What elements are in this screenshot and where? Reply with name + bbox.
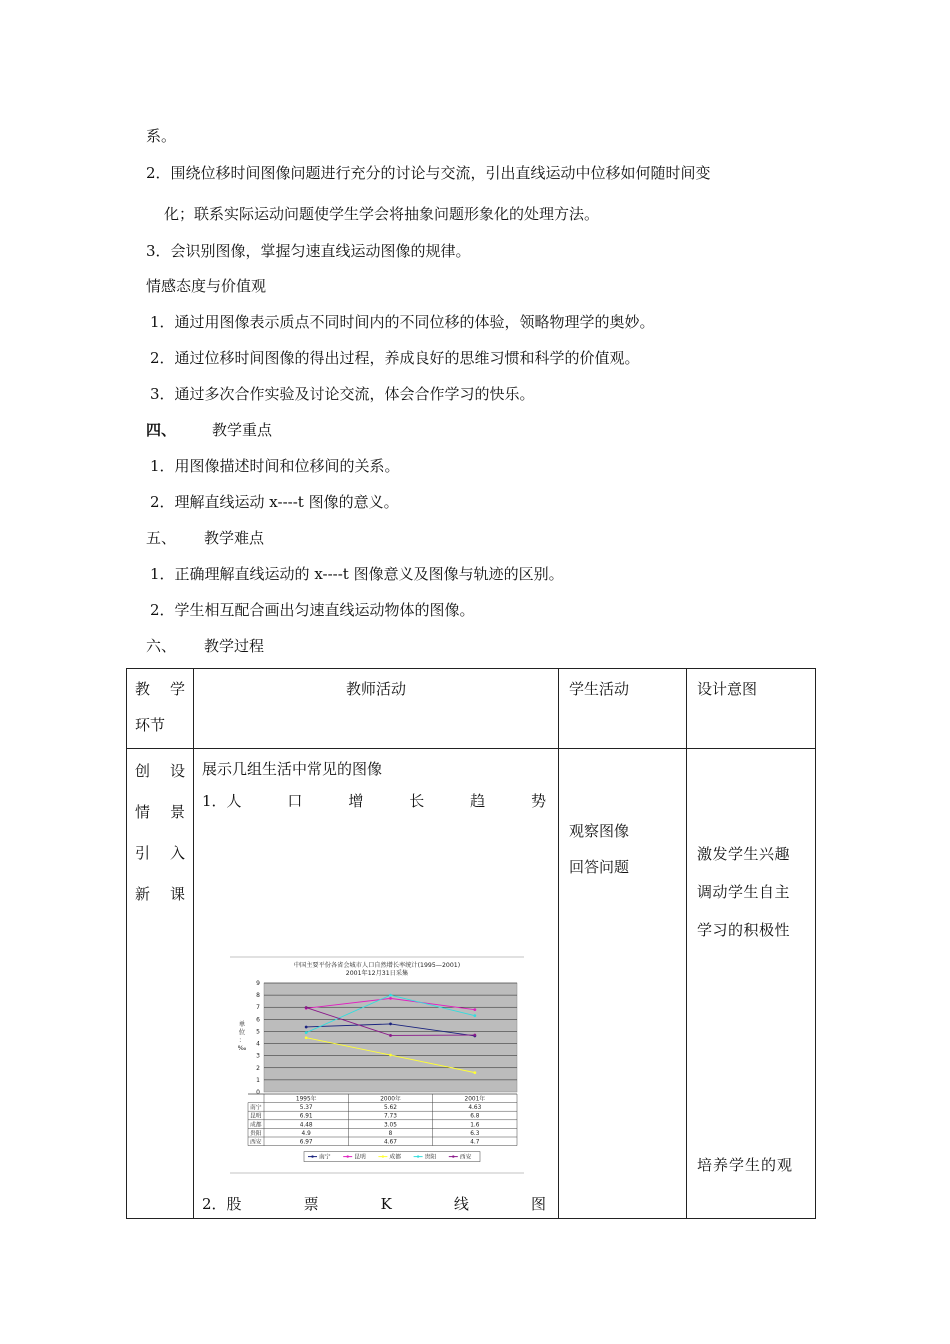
stage-char: 创 [135, 762, 151, 780]
chart-point-西安 [305, 1006, 308, 1009]
intro-line-1: 2．围绕位移时间图像问题进行充分的讨论与交流，引出直线运动中位移如何随时间变 [146, 164, 711, 182]
chart-data-label: 8 [388, 1130, 393, 1137]
chart-y-tick-label: 6 [256, 1016, 260, 1024]
chart-y-axis-label-char: 位 [238, 1028, 246, 1036]
chart-data-label: 5.62 [384, 1105, 397, 1112]
chart-data-label: 6.8 [470, 1113, 480, 1120]
chart-svg [230, 956, 524, 1174]
section6-number: 六、 [146, 637, 177, 655]
chart-point-昆明 [473, 1008, 476, 1011]
chart-y-tick-label: 9 [256, 980, 260, 987]
chart-data-label: 3.05 [384, 1122, 397, 1129]
intro-line-0: 系。 [146, 127, 177, 145]
student-activity-2: 回答问题 [569, 858, 630, 876]
header-teacher: 教师活动 [345, 680, 406, 698]
header-stage-char-1: 教 [135, 680, 151, 698]
chart-point-昆明 [389, 997, 392, 1000]
student-activity-cell [559, 749, 687, 1219]
item1-word: 增 [348, 792, 364, 810]
stage-char: 入 [169, 844, 185, 862]
item2-word: 票 [303, 1195, 319, 1213]
header-design-cell [687, 669, 816, 749]
chart-legend-label: 南宁 [319, 1154, 331, 1161]
header-student-cell [559, 669, 687, 749]
chart-point-西安 [473, 1034, 476, 1037]
item2-word: K [380, 1195, 392, 1213]
teacher-item-1 [194, 789, 558, 813]
emotion-item-2: 2．通过位移时间图像的得出过程，养成良好的思维习惯和科学的价值观。 [150, 349, 640, 367]
chart-legend-label: 贵阳 [424, 1154, 437, 1161]
design-intent-cell [687, 749, 816, 1219]
chart-data-label: 5.37 [299, 1105, 313, 1112]
item1-word: 口 [287, 792, 303, 810]
chart-y-axis-label-char: ： [238, 1036, 246, 1044]
chart-y-axis-label-char: 单 [238, 1020, 246, 1028]
chart-table-series-name: 成都 [250, 1122, 262, 1129]
chart-point-成都 [305, 1036, 308, 1039]
chart-table-series-name: 昆明 [250, 1113, 262, 1120]
chart-point-成都 [473, 1071, 476, 1074]
teacher-item-2 [194, 1192, 558, 1216]
chart-legend-marker [382, 1155, 384, 1157]
population-growth-chart [230, 956, 524, 1174]
chart-data-label: 4.48 [299, 1122, 313, 1129]
section5-number: 五、 [146, 529, 177, 547]
chart-y-tick-label: 4 [256, 1040, 260, 1048]
chart-legend-marker [452, 1155, 454, 1157]
chart-data-label: 4.9 [301, 1130, 311, 1137]
section4-number: 四、 [146, 421, 177, 439]
chart-legend-label: 昆明 [354, 1154, 366, 1161]
header-stage-char-2: 学 [169, 680, 185, 698]
item2-word: 2．股 [202, 1195, 242, 1213]
emotion-item-3: 3．通过多次合作实验及讨论交流，体会合作学习的快乐。 [150, 385, 535, 403]
intro-line-3: 3．会识别图像，掌握匀速直线运动图像的规律。 [146, 242, 471, 260]
chart-subtitle: 2001年12月31日采集 [345, 970, 409, 977]
chart-point-贵阳 [389, 994, 392, 997]
emotion-heading: 情感态度与价值观 [146, 277, 267, 295]
chart-data-label: 6.97 [299, 1139, 313, 1146]
stage-char: 新 [135, 885, 151, 903]
header-stage-cell [127, 669, 194, 749]
chart-data-label: 4.67 [384, 1139, 397, 1146]
chart-legend-label: 成都 [389, 1154, 402, 1161]
chart-point-贵阳 [305, 1031, 308, 1034]
chart-table-series-name: 南宁 [250, 1105, 262, 1112]
header-teacher-cell [194, 669, 559, 749]
teacher-intro: 展示几组生活中常见的图像 [202, 760, 383, 778]
chart-legend-marker [347, 1155, 349, 1157]
intro-line-2: 化；联系实际运动问题使学生学会将抽象问题形象化的处理方法。 [164, 205, 600, 223]
chart-data-label: 1.6 [470, 1122, 480, 1129]
chart-y-tick-label: 0 [256, 1089, 260, 1096]
header-design: 设计意图 [697, 680, 758, 698]
design-intent-4: 培养学生的观 [697, 1156, 794, 1174]
header-student: 学生活动 [569, 680, 630, 698]
chart-x-tick-label: 2001年 [464, 1096, 486, 1103]
section4-item-2: 2．理解直线运动 x----t 图像的意义。 [150, 493, 399, 511]
section6-title: 教学过程 [204, 637, 265, 655]
stage-char: 课 [169, 885, 185, 903]
chart-legend-marker [417, 1155, 419, 1157]
design-intent-1: 激发学生兴趣 [697, 845, 791, 863]
chart-data-label: 6.3 [470, 1130, 480, 1137]
item1-word: 1．人 [202, 792, 242, 810]
chart-point-贵阳 [473, 1014, 476, 1017]
item2-word: 线 [453, 1195, 469, 1213]
chart-y-tick-label: 3 [256, 1052, 260, 1060]
chart-point-南宁 [389, 1023, 392, 1026]
chart-table-series-name: 贵阳 [250, 1130, 262, 1137]
chart-y-tick-label: 2 [256, 1064, 260, 1072]
section4-title: 教学重点 [212, 421, 273, 439]
student-activity-1: 观察图像 [569, 822, 630, 840]
chart-point-成都 [389, 1054, 392, 1057]
section5-item-2: 2．学生相互配合画出匀速直线运动物体的图像。 [150, 601, 475, 619]
stage-char: 情 [135, 803, 151, 821]
chart-data-label: 4.7 [470, 1139, 480, 1146]
chart-data-label: 4.63 [468, 1105, 482, 1112]
stage-cell [127, 749, 194, 1219]
chart-data-label: 7.73 [384, 1113, 397, 1120]
chart-point-南宁 [305, 1026, 308, 1029]
item2-word: 图 [530, 1195, 546, 1213]
chart-legend-marker [311, 1155, 313, 1157]
chart-y-tick-label: 7 [256, 1004, 260, 1012]
stage-char: 引 [135, 844, 151, 862]
chart-table-series-name: 西安 [250, 1139, 262, 1146]
chart-x-tick-label: 2000年 [380, 1096, 401, 1103]
chart-title: 中国主要平份各省会城市人口自然增长率统计(1995—2001) [293, 962, 461, 969]
table-header-row [127, 669, 816, 749]
chart-y-tick-label: 1 [256, 1076, 260, 1084]
chart-y-tick-label: 8 [256, 992, 260, 1000]
item1-word: 长 [409, 792, 425, 810]
chart-legend-label: 西安 [459, 1154, 472, 1161]
chart-data-label: 6.91 [299, 1113, 313, 1120]
section4-item-1: 1．用图像描述时间和位移间的关系。 [150, 457, 400, 475]
section5-title: 教学难点 [204, 529, 265, 547]
chart-x-tick-label: 1995年 [295, 1096, 317, 1103]
section5-item-1: 1．正确理解直线运动的 x----t 图像意义及图像与轨迹的区别。 [150, 565, 564, 583]
item1-word: 势 [530, 792, 546, 810]
emotion-item-1: 1．通过用图像表示质点不同时间内的不同位移的体验，领略物理学的奥妙。 [150, 313, 655, 331]
item1-word: 趋 [470, 792, 486, 810]
chart-y-tick-label: 5 [256, 1028, 260, 1036]
stage-char: 设 [169, 762, 185, 780]
chart-point-西安 [389, 1034, 392, 1037]
design-intent-2: 调动学生自主 [697, 883, 791, 901]
header-stage-char-3: 环节 [135, 716, 166, 734]
design-intent-3: 学习的积极性 [697, 921, 791, 939]
chart-y-axis-label-char: ‰ [237, 1044, 247, 1052]
stage-char: 景 [169, 803, 185, 821]
